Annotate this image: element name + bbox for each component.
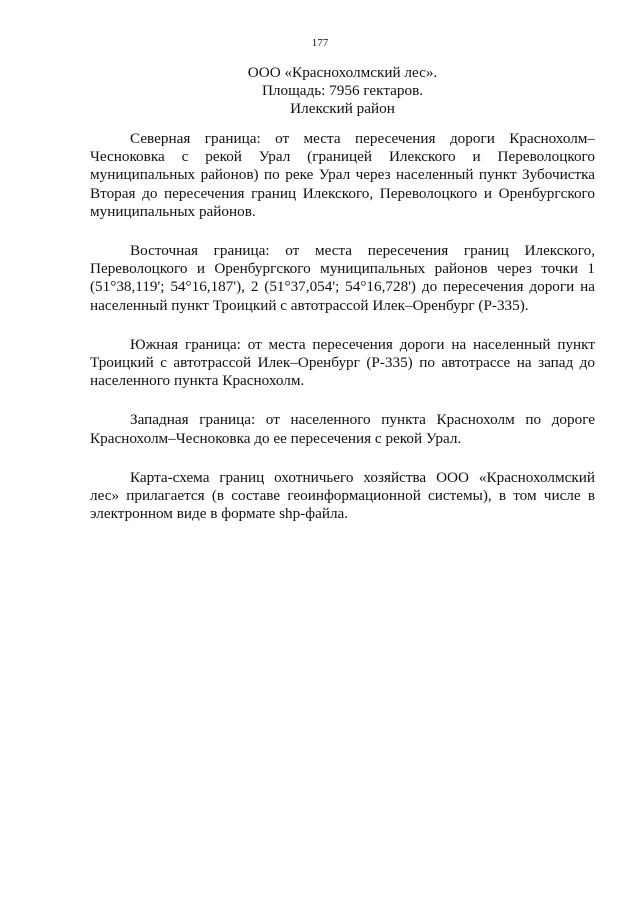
- south-boundary-paragraph: Южная граница: от места пересечения дороги на населенный пункт Троицкий с автотрассой Илек–Оренбург (Р-335) по автотрассе на запад до населенного пункта Краснохолм.: [90, 335, 595, 390]
- document-body: [90, 130, 595, 544]
- page-number: 177: [311, 37, 329, 49]
- area-line: Площадь: 7956 гектаров.: [261, 82, 424, 99]
- organization-title: ООО «Краснохолмский лес».: [247, 64, 438, 81]
- document-header: [90, 64, 595, 118]
- district-line: Илекский район: [290, 100, 395, 117]
- east-boundary-paragraph: Восточная граница: от места пересечения границ Илекского, Переволоцкого и Оренбургского муниципальных районов через точки 1 (51°38,119'; 54°16,187'), 2 (51°37,054'; 54°16,728') до пересечения дороги на населенный пункт Троицкий с автотрассой Илек–Оренбург (Р-335).: [90, 242, 595, 314]
- map-scheme-paragraph: Карта-схема границ охотничьего хозяйства ООО «Краснохолмский лес» прилагается (в составе геоинформационной системы), в том числе в электронном виде в формате shp-файла.: [90, 468, 595, 523]
- north-boundary-paragraph: Северная граница: от места пересечения дороги Краснохолм–Чесноковка с рекой Урал (границей Илекского и Переволоцкого муниципальных районов) по реке Урал через населенный пункт Зубочистка Вторая до пересечения границ Илекского, Переволоцкого и Оренбургского муниципальных районов.: [90, 130, 595, 220]
- west-boundary-paragraph: Западная граница: от населенного пункта Краснохолм по дороге Краснохолм–Чесноковка до ее пересечения с рекой Урал.: [90, 411, 595, 447]
